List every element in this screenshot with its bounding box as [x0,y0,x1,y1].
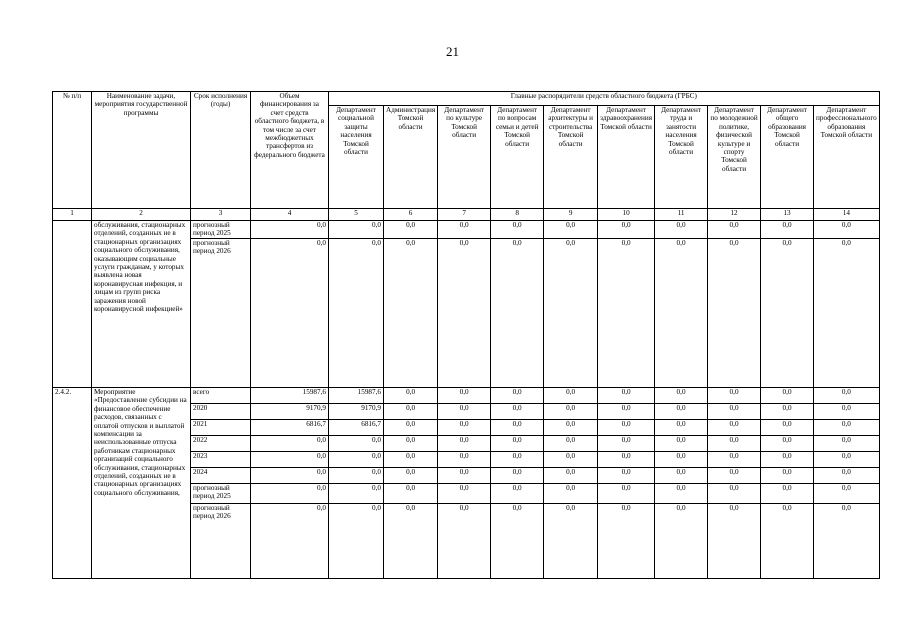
value-cell: 0,0 [438,388,491,404]
value-cell: 0,0 [814,221,880,239]
column-number: 12 [708,209,761,221]
value-cell: 0,0 [491,420,544,436]
value-cell: 0,0 [251,468,329,484]
value-cell: 0,0 [438,484,491,504]
column-numbers-row [53,209,880,221]
value-cell: 0,0 [761,239,814,388]
value-cell: 0,0 [491,468,544,484]
row-name: обслуживания, стационарных отделений, созданных не в стационарных организациях социального обслуживания, оказывающим социальные услуги гражданам, у которых выявлена новая коронавирусная инфекция, и лицам из групп риска заражения новой коронавирусной инфекцией» [92,221,191,388]
value-cell: 0,0 [814,452,880,468]
value-cell: 0,0 [814,239,880,388]
value-cell: 0,0 [384,436,438,452]
value-cell: 9170,9 [329,404,384,420]
value-cell: 0,0 [491,388,544,404]
header-number: № п/п [53,92,92,209]
header-name: Наименование задачи, мероприятия государственной программы [92,92,191,209]
value-cell: 0,0 [491,404,544,420]
value-cell: 0,0 [598,221,655,239]
value-cell: 15987,6 [251,388,329,404]
value-cell: 0,0 [708,468,761,484]
table-row [53,221,880,239]
value-cell: 0,0 [761,484,814,504]
value-cell: 0,0 [329,504,384,579]
value-cell: 0,0 [438,504,491,579]
value-cell: 0,0 [438,436,491,452]
value-cell: 0,0 [655,504,708,579]
value-cell: 0,0 [814,468,880,484]
value-cell: 0,0 [814,484,880,504]
value-cell: 15987,6 [329,388,384,404]
value-cell: 0,0 [384,221,438,239]
header-grbs-4: Департамент по вопросам семьи и детей Томской области [491,106,544,209]
column-number: 14 [814,209,880,221]
value-cell: 0,0 [708,404,761,420]
value-cell: 0,0 [761,452,814,468]
value-cell: 0,0 [598,468,655,484]
column-number: 10 [598,209,655,221]
header-grbs-1: Департамент социальной защиты населения Томской области [329,106,384,209]
page-number: 21 [446,44,459,59]
value-cell: 0,0 [544,484,598,504]
value-cell: 0,0 [438,468,491,484]
column-number: 1 [53,209,92,221]
value-cell: 0,0 [491,504,544,579]
value-cell: 0,0 [708,388,761,404]
value-cell: 0,0 [761,504,814,579]
value-cell: 0,0 [491,484,544,504]
header-grbs-5: Департамент архитектуры и строительства Томской области [544,106,598,209]
value-cell: 0,0 [761,404,814,420]
value-cell: 0,0 [814,388,880,404]
value-cell: 0,0 [655,388,708,404]
value-cell: 0,0 [438,404,491,420]
value-cell: 0,0 [329,468,384,484]
value-cell: 0,0 [384,420,438,436]
row-term: прогнозный период 2026 [191,504,251,579]
row-term: 2024 [191,468,251,484]
value-cell: 0,0 [655,420,708,436]
value-cell: 0,0 [251,484,329,504]
row-index [53,221,92,388]
value-cell: 0,0 [598,484,655,504]
value-cell: 0,0 [708,504,761,579]
value-cell: 0,0 [598,404,655,420]
header-grbs-8: Департамент по молодежной политике, физической культуре и спорту Томской области [708,106,761,209]
row-term: 2021 [191,420,251,436]
header-grbs-6: Департамент здравоохранения Томской области [598,106,655,209]
header-grbs-7: Департамент труда и занятости населения Томской области [655,106,708,209]
value-cell: 0,0 [329,484,384,504]
value-cell: 0,0 [544,388,598,404]
row-term: прогнозный период 2025 [191,484,251,504]
value-cell: 0,0 [598,239,655,388]
value-cell: 0,0 [438,221,491,239]
value-cell: 0,0 [329,436,384,452]
column-number: 5 [329,209,384,221]
value-cell: 0,0 [384,388,438,404]
value-cell: 0,0 [655,239,708,388]
row-term: прогнозный период 2025 [191,221,251,239]
value-cell: 0,0 [598,504,655,579]
value-cell: 0,0 [708,420,761,436]
column-number: 6 [384,209,438,221]
row-index: 2.4.2. [53,388,92,579]
value-cell: 0,0 [655,221,708,239]
value-cell: 0,0 [708,484,761,504]
value-cell: 0,0 [491,452,544,468]
value-cell: 0,0 [491,221,544,239]
value-cell: 0,0 [544,221,598,239]
column-number: 3 [191,209,251,221]
value-cell: 0,0 [655,404,708,420]
column-number: 2 [92,209,191,221]
row-name: Мероприятие «Предоставление субсидии на финансовое обеспечение расходов, связанных с оплатой отпусков и выплатой компенсации за неиспользованные отпуска работникам стационарных организаций социального обслуживания, стационарных отделений, созданных не в стационарных организациях социального обслуживания, [92,388,191,579]
column-number: 7 [438,209,491,221]
value-cell: 0,0 [708,436,761,452]
value-cell: 0,0 [814,504,880,579]
value-cell: 0,0 [708,221,761,239]
value-cell: 0,0 [438,239,491,388]
value-cell: 0,0 [491,436,544,452]
value-cell: 6816,7 [329,420,384,436]
value-cell: 0,0 [598,452,655,468]
value-cell: 0,0 [544,239,598,388]
value-cell: 0,0 [544,436,598,452]
value-cell: 0,0 [251,221,329,239]
value-cell: 0,0 [251,452,329,468]
header-financing: Объем финансирования за счет средств областного бюджета, в том числе за счет межбюджетных трансфертов из федерального бюджета [251,92,329,209]
value-cell: 0,0 [544,452,598,468]
value-cell: 0,0 [655,468,708,484]
column-number: 4 [251,209,329,221]
header-grbs-3: Департамент по культуре Томской области [438,106,491,209]
value-cell: 0,0 [384,484,438,504]
row-term: 2022 [191,436,251,452]
value-cell: 0,0 [708,239,761,388]
value-cell: 0,0 [329,221,384,239]
header-grbs-10: Департамент профессионального образования Томской области [814,106,880,209]
table-row [53,388,880,404]
value-cell: 0,0 [708,452,761,468]
value-cell: 0,0 [544,404,598,420]
value-cell: 0,0 [761,468,814,484]
value-cell: 0,0 [598,388,655,404]
value-cell: 0,0 [655,436,708,452]
value-cell: 0,0 [384,404,438,420]
header-term: Срок исполнения (годы) [191,92,251,209]
budget-table [52,91,880,579]
value-cell: 0,0 [544,468,598,484]
value-cell: 0,0 [491,239,544,388]
column-number: 9 [544,209,598,221]
value-cell: 0,0 [438,452,491,468]
column-number: 13 [761,209,814,221]
value-cell: 0,0 [814,420,880,436]
column-number: 11 [655,209,708,221]
header-grbs-9: Департамент общего образования Томской области [761,106,814,209]
value-cell: 0,0 [384,452,438,468]
row-term: 2020 [191,404,251,420]
value-cell: 0,0 [329,452,384,468]
value-cell: 9170,9 [251,404,329,420]
value-cell: 0,0 [384,504,438,579]
header-grbs-2: Администрация Томской области [384,106,438,209]
value-cell: 0,0 [329,239,384,388]
value-cell: 0,0 [384,239,438,388]
value-cell: 0,0 [655,452,708,468]
row-term: 2023 [191,452,251,468]
value-cell: 0,0 [438,420,491,436]
value-cell: 0,0 [761,436,814,452]
value-cell: 0,0 [598,420,655,436]
value-cell: 0,0 [655,484,708,504]
column-number: 8 [491,209,544,221]
value-cell: 0,0 [814,404,880,420]
value-cell: 0,0 [761,221,814,239]
value-cell: 0,0 [251,239,329,388]
value-cell: 0,0 [544,504,598,579]
value-cell: 0,0 [814,436,880,452]
row-term: всего [191,388,251,404]
value-cell: 0,0 [761,388,814,404]
header-grbs-title: Главные распорядители средств областного бюджета (ГРБС) [329,92,880,106]
row-term: прогнозный период 2026 [191,239,251,388]
value-cell: 0,0 [761,420,814,436]
value-cell: 0,0 [544,420,598,436]
value-cell: 0,0 [251,504,329,579]
value-cell: 6816,7 [251,420,329,436]
value-cell: 0,0 [251,436,329,452]
value-cell: 0,0 [598,436,655,452]
value-cell: 0,0 [384,468,438,484]
